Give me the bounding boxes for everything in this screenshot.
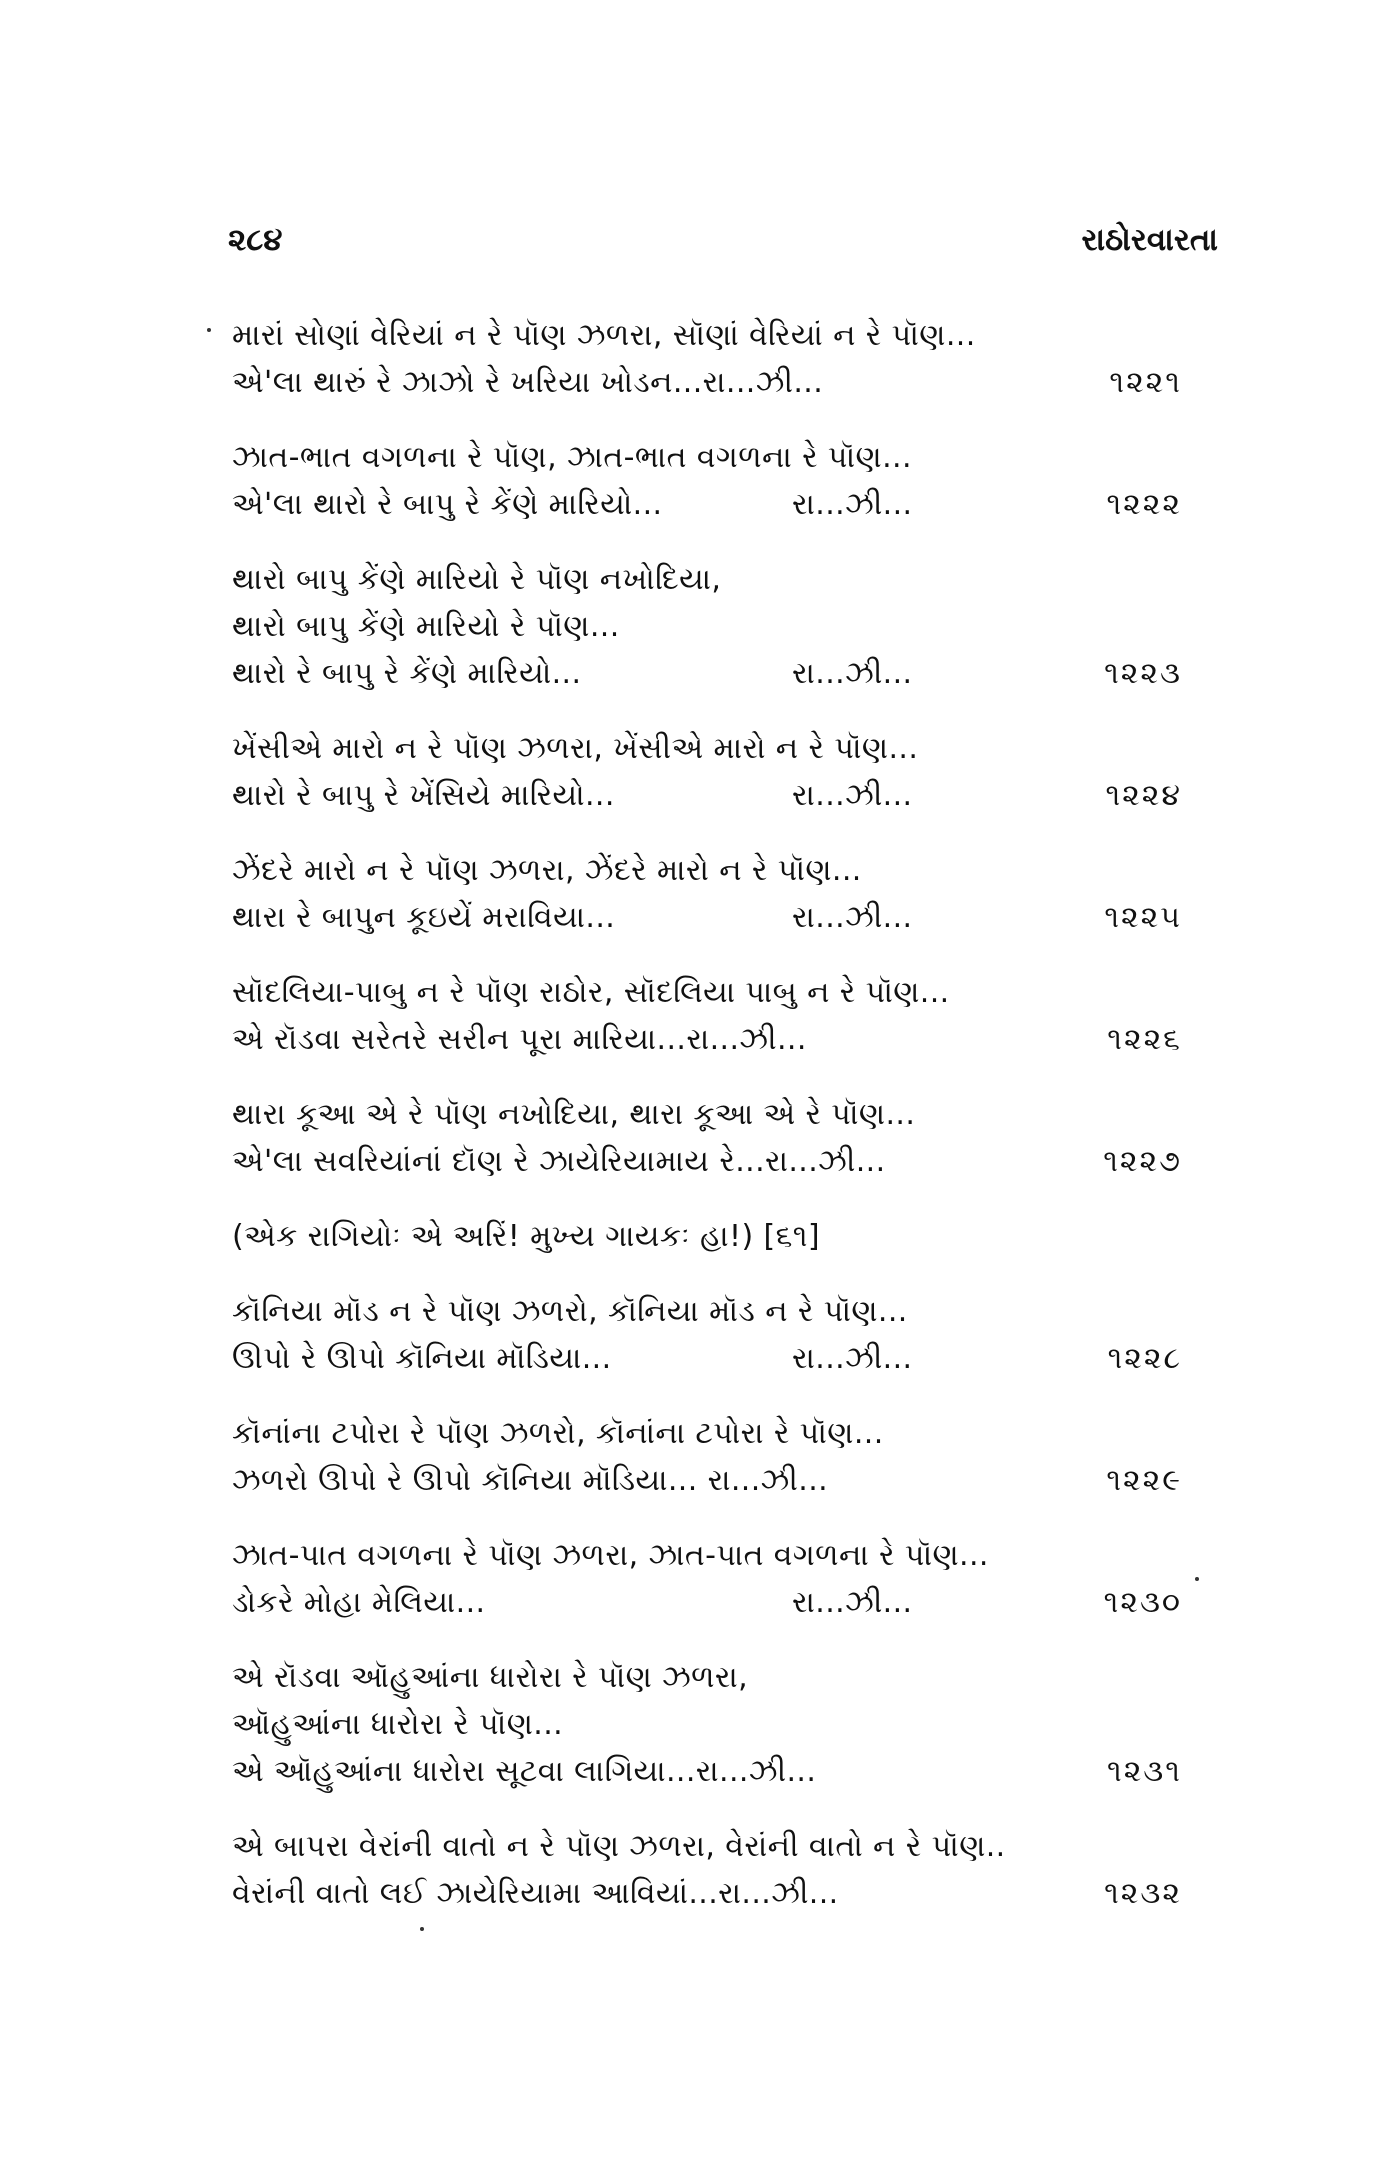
- verse-number: ૧૨૨૬: [1107, 1022, 1182, 1057]
- refrain: રા...ઝી...: [792, 778, 913, 813]
- verse-line: [232, 894, 1232, 941]
- verse-1229: [232, 1410, 1232, 1504]
- verse-line: [232, 556, 1232, 603]
- performance-note: (એક રાગિયોઃ એ અરિં! મુખ્ય ગાયકઃ હા!) [૬૧]: [232, 1219, 821, 1254]
- verse-line: [232, 725, 1232, 772]
- line-text: થારો બાપુ કેંણે મારિયો રે પૉણ નખોદિયા,: [232, 562, 722, 597]
- verse-1224: [232, 725, 1232, 819]
- line-text: એ'લા થારો રે બાપુ રે કેંણે મારિયો...: [232, 487, 663, 522]
- line-text: વેરાંની વાતો લઈ ઝાયેરિયામા આવિયાં...રા...ઝી...: [232, 1876, 839, 1911]
- verse-line: [232, 1654, 1232, 1701]
- line-text: એ રૉડવા ઑહુઆંના ધારોરા રે પૉણ ઝળરા,: [232, 1660, 749, 1695]
- refrain: રા...ઝી...: [792, 1585, 913, 1620]
- verse-1222: [232, 434, 1232, 528]
- verse-number: ૧૨૨૯: [1106, 1463, 1182, 1498]
- verse-line: [232, 1138, 1232, 1185]
- verse-1223: [232, 556, 1232, 697]
- line-text: થારા રે બાપુન કૂઇયેં મરાવિયા...: [232, 900, 616, 935]
- verse-number: ૧૨૨૨: [1106, 487, 1182, 522]
- stray-mark: [207, 328, 211, 332]
- verse-1231: [232, 1654, 1232, 1795]
- page-header: [228, 222, 1218, 272]
- verse-line: [232, 1016, 1232, 1063]
- verse-number: ૧૨૩૦: [1103, 1585, 1182, 1620]
- refrain: રા...ઝી...: [792, 487, 913, 522]
- line-text: એ'લા થારું રે ઝાઝો રે ખરિયા ખોડન...રા...ઝી...: [232, 365, 824, 400]
- refrain: રા...ઝી...: [792, 656, 913, 691]
- verse-line: [232, 1701, 1232, 1748]
- verse-number: ૧૨૨૪: [1105, 778, 1182, 813]
- verse-line: [232, 1579, 1232, 1626]
- line-text: એ બાપરા વેરાંની વાતો ન રે પૉણ ઝળરા, વેરાંની વાતો ન રે પૉણ..: [232, 1829, 1006, 1864]
- verse-line: [232, 969, 1232, 1016]
- line-text: એ રૉડવા સરેતરે સરીન પૂરા મારિયા...રા...ઝી...: [232, 1022, 807, 1057]
- verse-1232: [232, 1823, 1232, 1917]
- verse-number: ૧૨૨૮: [1107, 1341, 1182, 1376]
- verse-number: ૧૨૩૨: [1104, 1876, 1182, 1911]
- verse-line: [232, 1870, 1232, 1917]
- line-text: થારો બાપુ કેંણે મારિયો રે પૉણ...: [232, 609, 620, 644]
- line-text: ઝાત-પાત વગળના રે પૉણ ઝળરા, ઝાત-પાત વગળના રે પૉણ...: [232, 1538, 989, 1573]
- running-title: રાઠોરવારતા: [1081, 222, 1218, 258]
- verse-line: [232, 1091, 1232, 1138]
- verse-line: [232, 650, 1232, 697]
- verse-line: [232, 481, 1232, 528]
- refrain: રા...ઝી...: [792, 900, 913, 935]
- verse-1225: [232, 847, 1232, 941]
- verse-line: [232, 1748, 1232, 1795]
- verse-line: [232, 359, 1232, 406]
- line-text: થારો રે બાપુ રે ખેંસિયે મારિયો...: [232, 778, 615, 813]
- line-text: મારાં સોણાં વેરિયાં ન રે પૉણ ઝળરા, સૉણાં વેરિયાં ન રે પૉણ...: [232, 318, 976, 353]
- verse-line: [232, 1457, 1232, 1504]
- line-text: ખેંસીએ મારો ન રે પૉણ ઝળરા, ખેંસીએ મારો ન રે પૉણ...: [232, 731, 919, 766]
- verse-1230: [232, 1532, 1232, 1626]
- verse-list: [232, 312, 1232, 1945]
- line-text: ઝળરો ઊપો રે ઊપો કૉનિયા મૉડિયા... રા...ઝી...: [232, 1463, 829, 1498]
- verse-line: [232, 1823, 1232, 1870]
- verse-1221: [232, 312, 1232, 406]
- line-text: સૉદલિયા-પાબુ ન રે પૉણ રાઠોર, સૉદલિયા પાબુ ન રે પૉણ...: [232, 975, 950, 1010]
- line-text: થારા કૂઆ એ રે પૉણ નખોદિયા, થારા કૂઆ એ રે પૉણ...: [232, 1097, 916, 1132]
- verse-line: [232, 603, 1232, 650]
- verse-line: [232, 1335, 1232, 1382]
- verse-line: [232, 312, 1232, 359]
- verse-line: [232, 1288, 1232, 1335]
- page-number: ૨૮૪: [228, 222, 283, 258]
- verse-number: ૧૨૩૧: [1107, 1754, 1182, 1789]
- line-text: ઝાત-ભાત વગળના રે પૉણ, ઝાત-ભાત વગળના રે પૉણ...: [232, 440, 912, 475]
- verse-line: [232, 1532, 1232, 1579]
- verse-line: [232, 1410, 1232, 1457]
- line-text: ડોકરે મોહા મેલિયા...: [232, 1585, 486, 1620]
- line-text: એ ઑહુઆંના ધારોરા સૂટવા લાગિયા...રા...ઝી...: [232, 1754, 817, 1789]
- verse-number: ૧૨૨૧: [1109, 365, 1182, 400]
- verse-line: [232, 847, 1232, 894]
- line-text: ઑહુઆંના ધારોરા રે પૉણ...: [232, 1707, 564, 1742]
- verse-line: [232, 434, 1232, 481]
- verse-number: ૧૨૨૭: [1103, 1144, 1182, 1179]
- line-text: ઊપો રે ઊપો કૉનિયા મૉડિયા...: [232, 1341, 612, 1376]
- line-text: થારો રે બાપુ રે કેંણે મારિયો...: [232, 656, 582, 691]
- line-text: કૉનિયા મૉડ ન રે પૉણ ઝળરો, કૉનિયા મૉડ ન રે પૉણ...: [232, 1294, 908, 1329]
- verse-1227: [232, 1091, 1232, 1185]
- verse-number: ૧૨૨૩: [1104, 656, 1182, 691]
- line-text: એ'લા સવરિયાંનાં દૉણ રે ઝાયેરિયામાય રે...રા...ઝી...: [232, 1144, 886, 1179]
- verse-1226: [232, 969, 1232, 1063]
- refrain: રા...ઝી...: [792, 1341, 913, 1376]
- line-text: કૉનાંના ટપોરા રે પૉણ ઝળરો, કૉનાંના ટપોરા રે પૉણ...: [232, 1416, 884, 1451]
- verse-number: ૧૨૨૫: [1104, 900, 1182, 935]
- verse-1228: [232, 1288, 1232, 1382]
- verse-line: [232, 772, 1232, 819]
- line-text: ઝેંદરે મારો ન રે પૉણ ઝળરા, ઝેંદરે મારો ન રે પૉણ...: [232, 853, 862, 888]
